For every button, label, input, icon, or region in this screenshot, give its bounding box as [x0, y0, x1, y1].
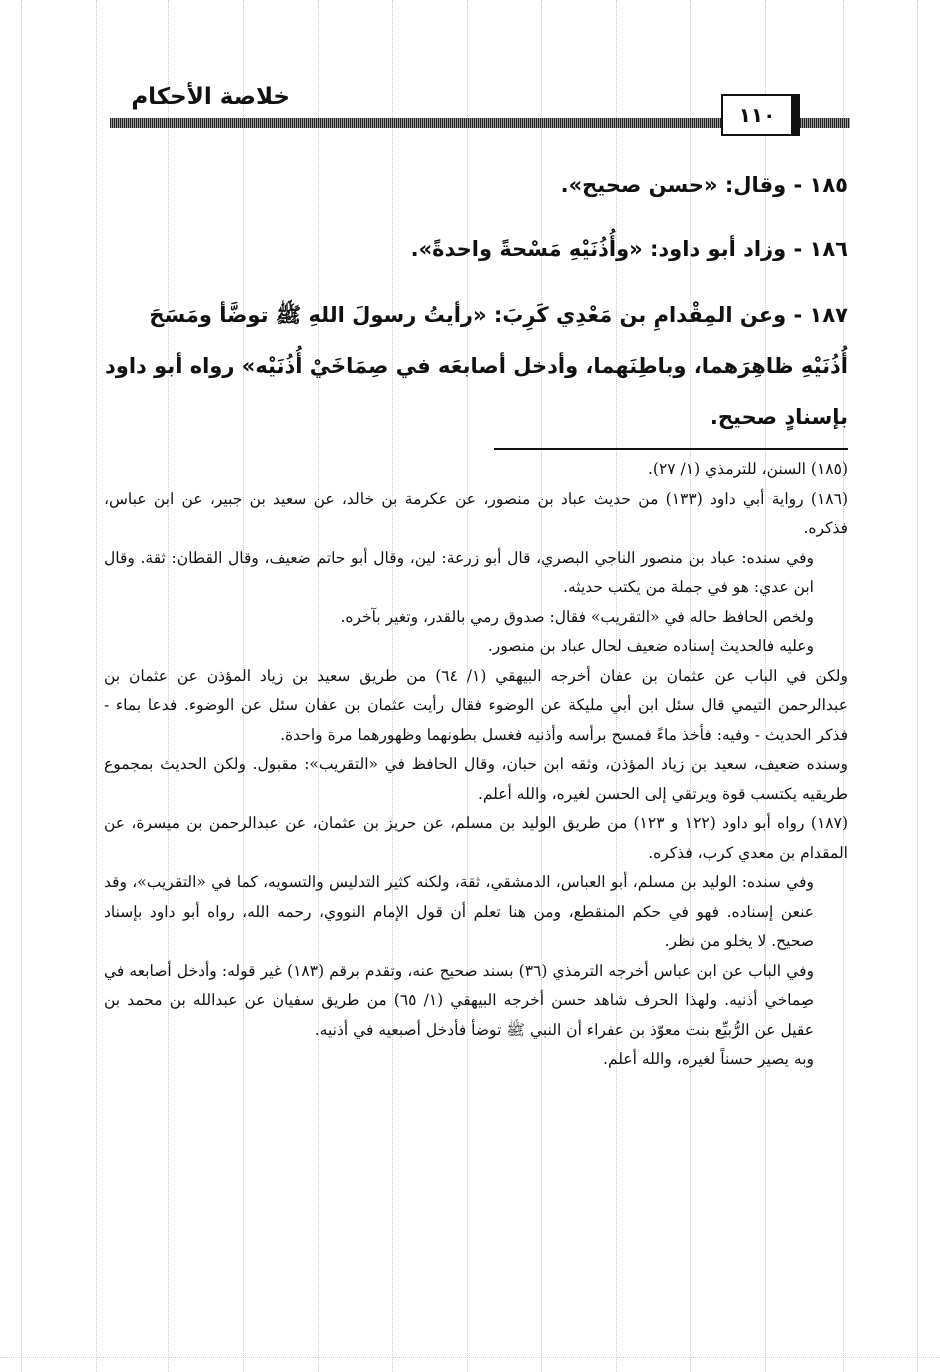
scan-dotted-line: [21, 0, 22, 1372]
scan-dotted-line: [96, 0, 97, 1372]
hadith-185: ١٨٥ - وقال: «حسن صحيح».: [560, 173, 848, 197]
scan-dotted-line: [917, 0, 918, 1372]
hadith-187: ١٨٧ - وعن المِقْدامِ بن مَعْدِي كَرِبَ: «رأيتُ رسولَ اللهِ ﷺ توضَّأ ومَسَحَ أُذُنَيْهِ ظاهِرَهما، وباطِنَهما، وأدخل أصابعَه في صِمَاخَيْ أُذُنَيْه» رواه أبو داود بإسنادٍ صحيح.: [105, 303, 848, 429]
footnote-paragraph: وسنده ضعيف، سعيد بن زياد المؤذن، وثقه ابن حبان، وقال الحافظ في «التقريب»: مقبول. ولكن الحديث بمجموع طريقيه يكتسب قوة ويرتقي إلى الحسن لغيره، والله أعلم.: [104, 755, 848, 803]
footnote-paragraph: ولخص الحافظ حاله في «التقريب» فقال: صدوق رمي بالقدر، وتغير بآخره.: [340, 607, 814, 626]
footnote-paragraph: وبه يصير حسناً لغيره، والله أعلم.: [603, 1050, 814, 1068]
footnotes: [104, 455, 848, 1075]
main-text: [100, 162, 848, 461]
scan-dotted-line: [0, 1357, 940, 1358]
footnote-paragraph: وعليه فالحديث إسناده ضعيف لحال عباد بن منصور.: [487, 637, 814, 655]
book-title: خلاصة الأحكام: [131, 84, 290, 110]
footnote-paragraph: وفي الباب عن ابن عباس أخرجه الترمذي (٣٦) بسند صحيح عنه، وتقدم برقم (١٨٣) غير قوله: وأدخل أصابعه في صِماخي أذنيه. ولهذا الحرف شاهد حسن أخرجه البيهقي (١/ ٦٥) من طريق سفيان عن عبدالله بن محمد بن عقيل عن الرُّبيِّع بنت معوّذ بن عفراء أن النبي ﷺ توضأ فأدخل أصبعيه في أذنيه.: [104, 961, 815, 1039]
hadith-186: ١٨٦ - وزاد أبو داود: «وأُذُنَيْهِ مَسْحةً واحدةً».: [410, 237, 848, 261]
footnote-paragraph: (١٨٥) السنن، للترمذي (١/ ٢٧).: [647, 460, 848, 478]
page-header: [110, 84, 850, 136]
page-number: ١١٠: [738, 103, 776, 127]
footnote-separator: [494, 448, 848, 450]
footnote-paragraph: ولكن في الباب عن عثمان بن عفان أخرجه البيهقي (١/ ٦٤) من طريق سعيد بن زياد المؤذن عن عثمان بن عبدالرحمن التيمي قال سئل ابن أبي مليكة عن الوضوء فقال رأيت عثمان بن عفان سئل عن الوضوء. فدعا بماء - فذكر الحديث - وفيه: فأخذ ماءً فمسح برأسه وأذنيه فغسل بطونهما وظهورهما مرة واحدة.: [104, 666, 849, 744]
footnote-paragraph: وفي سنده: عباد بن منصور الناجي البصري، قال أبو زرعة: لين، وقال أبو حاتم ضعيف، وقال القطان: ثقة. وقال ابن عدي: هو في جملة من يكتب حديثه.: [104, 548, 814, 596]
page-number-box: [721, 94, 800, 136]
footnote-paragraph: (١٨٦) رواية أبي داود (١٣٣) من حديث عباد بن منصور، عن عكرمة بن خالد، عن سعيد بن جبير، عن ابن عباس، فذكره.: [104, 489, 848, 537]
footnote-paragraph: (١٨٧) رواه أبو داود (١٢٢ و ١٢٣) من طريق الوليد بن مسلم، عن حريز بن عثمان، عن عبدالرحمن بن ميسرة، عن المقدام بن معدي كرب، فذكره.: [104, 814, 848, 862]
footnote-paragraph: وفي سنده: الوليد بن مسلم، أبو العباس، الدمشقي، ثقة، ولكنه كثير التدليس والتسويه، كما في «التقريب»، وقد عنعن إسناده. فهو في حكم المنقطع، ومن هنا تعلم أن قول الإمام النووي، رحمه الله، رواه أبو داود بإسناد صحيح. لا يخلو من نظر.: [104, 873, 814, 950]
